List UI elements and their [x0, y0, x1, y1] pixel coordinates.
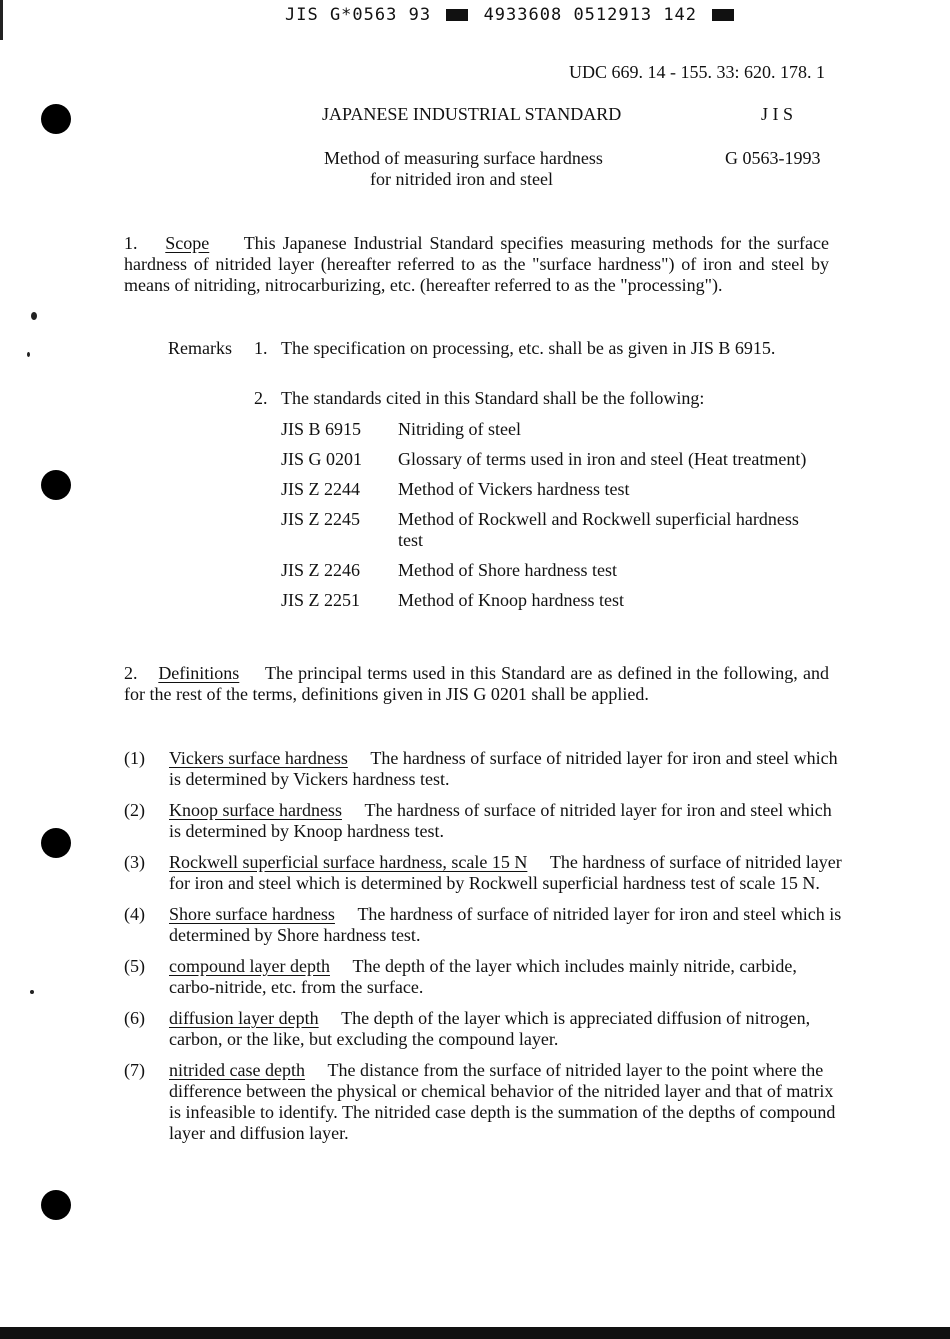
- definition-number: (7): [124, 1060, 145, 1080]
- scan-speck: [27, 352, 30, 357]
- cited-standard: [281, 479, 821, 500]
- definition-item: [124, 1008, 844, 1050]
- definition-number: (4): [124, 904, 145, 924]
- section-text: This Japanese Industrial Standard specifies measuring methods for the surface hardness of nitrided layer (hereafter referred to as the "surface hardness") of iron and steel by means of nitriding, nitrocarburizing, etc. (hereafter referred to as the "processing").: [124, 233, 830, 295]
- section-text: The principal terms used in this Standard are as defined in the following, and for the rest of the terms, definitions given in JIS G 0201 shall be applied.: [124, 663, 829, 704]
- definition-term: compound layer depth: [169, 956, 330, 976]
- header-bar-1: [446, 9, 468, 21]
- definition-text: The hardness of surface of nitrided layer for iron and steel which is determined by Shore hardness test.: [169, 904, 842, 945]
- definition-item: [124, 904, 844, 946]
- cited-code: JIS B 6915: [281, 419, 362, 439]
- punch-hole-1: [41, 104, 71, 134]
- definition-text: The hardness of surface of nitrided layer for iron and steel which is determined by Vickers hardness test.: [169, 748, 838, 789]
- standard-title: JAPANESE INDUSTRIAL STANDARD: [322, 104, 622, 124]
- definition-number: (2): [124, 800, 145, 820]
- definition-item: [124, 852, 844, 894]
- cited-standards-list: [281, 419, 821, 620]
- cited-standard: [281, 419, 821, 440]
- definition-text: The distance from the surface of nitrided layer to the point where the difference between the physical or chemical behavior of the nitrided layer and that of matrix is infeasible to identify. The nitrided case depth is the summation of the depths of compound layer and diffusion layer.: [169, 1060, 836, 1143]
- cited-code: JIS Z 2246: [281, 560, 361, 580]
- cited-title: Method of Knoop hardness test: [398, 590, 624, 610]
- cited-title: Method of Shore hardness test: [398, 560, 617, 580]
- cited-title: Nitriding of steel: [398, 419, 521, 439]
- definition-item: [124, 956, 844, 998]
- definition-term: Rockwell superficial surface hardness, scale 15 N: [169, 852, 528, 872]
- cited-title: Method of Rockwell and Rockwell superficial hardness test: [398, 509, 799, 550]
- definition-text: The depth of the layer which is appreciated diffusion of nitrogen, carbon, or the like, but excluding the compound layer.: [169, 1008, 811, 1049]
- definition-text: The hardness of surface of nitrided layer for iron and steel which is determined by Knoop hardness test.: [169, 800, 832, 841]
- remark-number: 1.: [254, 338, 268, 358]
- scan-bottom-border: [0, 1327, 950, 1339]
- cited-code: JIS G 0201: [281, 449, 363, 469]
- definition-term: nitrided case depth: [169, 1060, 305, 1080]
- cited-title: Method of Vickers hardness test: [398, 479, 630, 499]
- header-code: [285, 5, 738, 25]
- cited-standard: [281, 560, 821, 581]
- definition-item: [124, 1060, 844, 1144]
- section-heading: Scope: [165, 233, 210, 253]
- definition-number: (1): [124, 748, 145, 768]
- document-number: G 0563-1993: [725, 148, 821, 168]
- definition-item: [124, 800, 844, 842]
- section-number: 2.: [124, 663, 138, 683]
- definition-item: [124, 748, 844, 790]
- cited-code: JIS Z 2244: [281, 479, 361, 499]
- section-number: 1.: [124, 233, 138, 253]
- punch-hole-2: [41, 470, 71, 500]
- cited-standard: [281, 590, 821, 611]
- definition-term: Vickers surface hardness: [169, 748, 348, 768]
- scan-edge-mark: [0, 0, 3, 40]
- definition-number: (5): [124, 956, 145, 976]
- header-code-part1: JIS G*0563 93: [285, 5, 432, 25]
- document-title-line2: for nitrided iron and steel: [370, 169, 553, 189]
- definition-number: (6): [124, 1008, 145, 1028]
- cited-standard: [281, 449, 821, 470]
- section-heading: Definitions: [158, 663, 240, 683]
- punch-hole-4: [41, 1190, 71, 1220]
- remarks-label: Remarks: [168, 338, 232, 358]
- definition-text: The hardness of surface of nitrided layer for iron and steel which is determined by Rockwell superficial hardness test of scale 15 N.: [169, 852, 842, 893]
- scan-speck: [31, 312, 37, 320]
- definition-text: The depth of the layer which includes mainly nitride, carbide, carbo-nitride, etc. from the surface.: [169, 956, 797, 997]
- udc-number: UDC 669. 14 - 155. 33: 620. 178. 1: [569, 62, 825, 82]
- header-bar-2: [712, 9, 734, 21]
- scan-speck: [30, 990, 34, 994]
- definition-number: (3): [124, 852, 145, 872]
- remark-text: The specification on processing, etc. shall be as given in JIS B 6915.: [281, 338, 776, 358]
- cited-code: JIS Z 2245: [281, 509, 361, 529]
- punch-hole-3: [41, 828, 71, 858]
- document-title-line1: Method of measuring surface hardness: [324, 148, 603, 168]
- definition-term: Knoop surface hardness: [169, 800, 342, 820]
- definitions-list: [124, 748, 844, 1154]
- cited-standard: [281, 509, 821, 551]
- remark-number: 2.: [254, 388, 268, 408]
- section-definitions: [124, 663, 829, 705]
- jis-mark: J I S: [761, 104, 794, 124]
- header-code-part2: 4933608 0512913 142: [483, 5, 698, 25]
- definition-term: Shore surface hardness: [169, 904, 335, 924]
- section-scope: [124, 233, 829, 296]
- remark-text: The standards cited in this Standard shall be the following:: [281, 388, 705, 408]
- cited-title: Glossary of terms used in iron and steel (Heat treatment): [398, 449, 807, 469]
- cited-code: JIS Z 2251: [281, 590, 361, 610]
- definition-term: diffusion layer depth: [169, 1008, 319, 1028]
